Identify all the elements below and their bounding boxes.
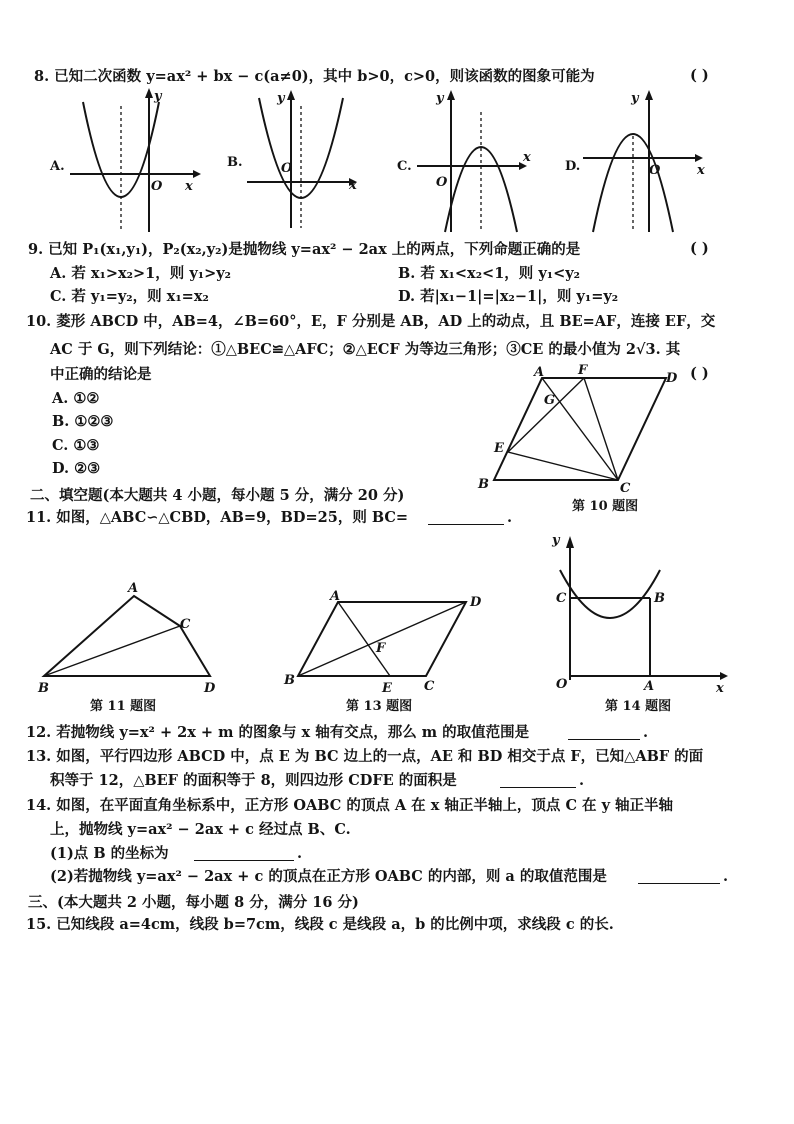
q10-pt-F: F [578,363,588,378]
q8-d-origin: O [649,163,661,178]
q14-line2: 上，抛物线 y=ax² − 2ax + c 经过点 B、C. [50,821,351,838]
q13-line2: 积等于 12，△BEF 的面积等于 8，则四边形 CDFE 的面积是 [50,772,457,789]
q14-sub2: (2)若抛物线 y=ax² − 2ax + c 的顶点在正方形 OABC 的内部，则 a 的取值范围是 [50,868,607,885]
fig14-pt-B: B [654,591,665,606]
q11-stem: 11. 如图，△ABC∽△CBD，AB=9，BD=25，则 BC= [26,509,409,526]
q8-graph-d [563,88,713,236]
q10-pt-G: G [544,393,556,408]
q10-option-c: C. ①③ [52,437,100,454]
q8-c-origin: O [436,175,448,190]
q8-c-y: y [436,91,444,106]
q9-option-a: A. 若 x₁>x₂>1，则 y₁>y₂ [50,265,232,282]
q10-pt-E: E [494,441,504,456]
q8-a-y: y [154,89,162,104]
fig11-pt-D: D [204,681,216,696]
q12-stem: 12. 若抛物线 y=x² + 2x + m 的图象与 x 轴有交点，那么 m 的取值范围是 [26,724,530,741]
q8-a-x: x [185,179,193,194]
q13-line1: 13. 如图，平行四边形 ABCD 中，点 E 为 BC 边上的一点，AE 和 BD 相交于点 F，已知△ABF 的面 [26,748,704,765]
fig14-caption: 第 14 题图 [605,699,672,714]
q8-d-label: D. [565,159,581,174]
q9-answer-paren: ( ) [690,240,709,257]
q8-d-y: y [631,91,639,106]
q8-a-origin: O [151,179,163,194]
q10-line3: 中正确的结论是 [50,366,152,383]
fig13 [282,588,492,696]
q13-tail: . [579,772,585,789]
q11-tail: . [507,509,513,526]
q10-option-b: B. ①②③ [52,413,114,430]
fig14-pt-C: C [556,591,567,606]
fig11 [30,580,230,696]
q8-a-label: A. [50,159,65,174]
q9-stem: 9. 已知 P₁(x₁,y₁)，P₂(x₂,y₂)是抛物线 y=ax² − 2ax 上的两点，下列命题正确的是 [28,241,581,258]
q14-sub1-tail: . [297,845,303,862]
q8-graph-a [45,88,205,236]
q8-graph-c [395,88,545,236]
q8-b-y: y [277,91,285,106]
q9-option-b: B. 若 x₁<x₂<1，则 y₁<y₂ [398,265,581,282]
q8-c-label: C. [397,159,412,174]
q10-pt-A: A [534,365,545,380]
q8-stem: 8. 已知二次函数 y=ax² + bx − c(a≠0)，其中 b>0，c>0，则该函数的图象可能为 [34,68,595,85]
q10-pt-D: D [666,371,678,386]
q8-b-origin: O [281,161,293,176]
fig14-pt-A: A [644,679,655,694]
section-3-heading: 三、(本大题共 2 小题，每小题 8 分，满分 16 分) [28,894,359,911]
q14-sub2-tail: . [723,868,729,885]
fig13-caption: 第 13 题图 [346,699,413,714]
fig14-x: x [716,681,724,696]
q10-line1: 10. 菱形 ABCD 中，AB=4，∠B=60°，E，F 分别是 AB，AD 上的动点，且 BE=AF，连接 EF，交 [26,313,716,330]
fig11-pt-C: C [180,617,191,632]
q8-answer-paren: ( ) [690,67,709,84]
fig13-pt-C: C [424,679,435,694]
q8-c-x: x [523,150,531,165]
fig14 [548,530,738,694]
fig11-pt-B: B [38,681,49,696]
fig13-pt-A: A [330,589,341,604]
fig14-pt-O: O [556,677,568,692]
q10-answer-paren: ( ) [690,365,709,382]
q9-option-c: C. 若 y₁=y₂，则 x₁=x₂ [50,288,209,305]
fig13-pt-D: D [470,595,482,610]
q14-sub1: (1)点 B 的坐标为 [50,845,169,862]
fig13-pt-B: B [284,673,295,688]
q10-figure [470,362,710,494]
q8-d-x: x [697,163,705,178]
fig11-pt-A: A [128,581,139,596]
q9-option-d: D. 若|x₁−1|=|x₂−1|，则 y₁=y₂ [398,288,619,305]
q14-sub1-answer-blank[interactable] [194,860,294,861]
q8-graph-b [225,88,375,236]
q11-answer-blank[interactable] [428,524,504,525]
q10-caption: 第 10 题图 [572,499,639,514]
q12-answer-blank[interactable] [568,739,640,740]
fig13-pt-F: F [376,641,386,656]
fig14-y: y [552,533,560,548]
q10-option-a: A. ①② [52,390,100,407]
q12-tail: . [643,724,649,741]
fig11-caption: 第 11 题图 [90,699,157,714]
section-2-heading: 二、填空题(本大题共 4 小题，每小题 5 分，满分 20 分) [30,487,405,504]
q10-line2: AC 于 G，则下列结论：①△BEC≌△AFC；②△ECF 为等边三角形；③CE 的最小值为 2√3. 其 [50,341,681,358]
q10-pt-C: C [620,481,631,496]
q10-option-d: D. ②③ [52,460,101,477]
fig13-pt-E: E [382,681,392,696]
q15-stem: 15. 已知线段 a=4cm，线段 b=7cm，线段 c 是线段 a，b 的比例中项，求线段 c 的长. [26,916,614,933]
q8-b-label: B. [227,155,243,170]
q13-answer-blank[interactable] [500,787,576,788]
q8-b-x: x [349,178,357,193]
q14-sub2-answer-blank[interactable] [638,883,720,884]
q14-line1: 14. 如图，在平面直角坐标系中，正方形 OABC 的顶点 A 在 x 轴正半轴上，顶点 C 在 y 轴正半轴 [26,797,674,814]
q10-pt-B: B [478,477,489,492]
